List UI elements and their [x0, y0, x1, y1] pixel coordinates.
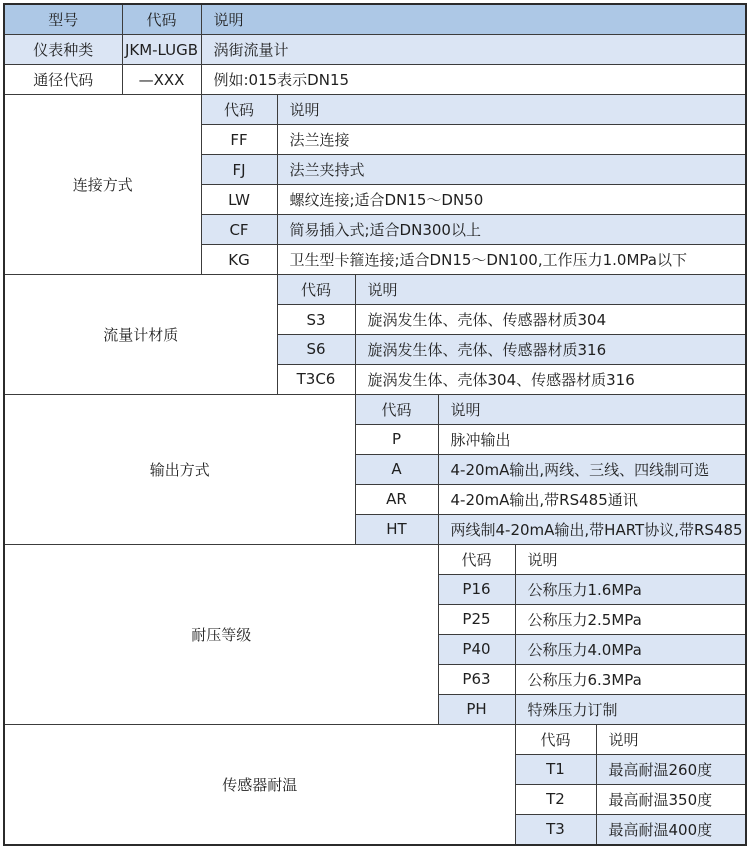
sub-header-desc: 说明: [596, 724, 746, 754]
code-cell: KG: [201, 245, 277, 275]
header-code: 代码: [122, 4, 201, 35]
sub-header-row: [4, 394, 746, 424]
code-cell: T3C6: [277, 364, 355, 394]
code-cell: FJ: [201, 155, 277, 185]
desc-cell: 旋涡发生体、壳体、传感器材质304: [355, 305, 746, 335]
desc-cell: 4-20mA输出,两线、三线、四线制可选: [438, 454, 746, 484]
desc-cell: 公称压力1.6MPa: [515, 574, 746, 604]
code-cell: T1: [515, 754, 596, 784]
desc-cell: 最高耐温350度: [596, 784, 746, 814]
code-cell: FF: [201, 125, 277, 155]
code-cell: P63: [438, 664, 515, 694]
desc-cell: 公称压力2.5MPa: [515, 604, 746, 634]
table-header-row: [4, 4, 746, 35]
desc-cell: 最高耐温260度: [596, 754, 746, 784]
desc-cell: 两线制4-20mA输出,带HART协议,带RS485: [438, 514, 746, 544]
sub-header-desc: 说明: [515, 544, 746, 574]
sub-header-desc: 说明: [438, 394, 746, 424]
desc-cell: 法兰连接: [277, 125, 746, 155]
model-selection-table: [3, 3, 747, 846]
section-label-output-type: 输出方式: [4, 394, 355, 544]
desc-cell: 例如:015表示DN15: [201, 65, 746, 95]
desc-cell: 螺纹连接;适合DN15～DN50: [277, 185, 746, 215]
code-cell: A: [355, 454, 438, 484]
desc-cell: 旋涡发生体、壳体、传感器材质316: [355, 335, 746, 365]
code-cell: S3: [277, 305, 355, 335]
row-label: 仪表种类: [4, 35, 122, 65]
code-cell: —XXX: [122, 65, 201, 95]
sub-header-row: [4, 95, 746, 125]
code-cell: P25: [438, 604, 515, 634]
row-label: 通径代码: [4, 65, 122, 95]
section-label-connection-type: 连接方式: [4, 95, 201, 275]
code-cell: T2: [515, 784, 596, 814]
section-label-material: 流量计材质: [4, 275, 277, 395]
code-cell: P16: [438, 574, 515, 604]
sub-header-code: 代码: [277, 275, 355, 305]
desc-cell: 涡街流量计: [201, 35, 746, 65]
desc-cell: 特殊压力订制: [515, 694, 746, 724]
code-cell: HT: [355, 514, 438, 544]
sub-header-code: 代码: [515, 724, 596, 754]
section-label-pressure-rating: 耐压等级: [4, 544, 438, 724]
code-cell: JKM-LUGB: [122, 35, 201, 65]
desc-cell: 最高耐温400度: [596, 814, 746, 845]
desc-cell: 简易插入式;适合DN300以上: [277, 215, 746, 245]
desc-cell: 4-20mA输出,带RS485通讯: [438, 484, 746, 514]
sub-header-code: 代码: [355, 394, 438, 424]
code-cell: P40: [438, 634, 515, 664]
header-desc: 说明: [201, 4, 746, 35]
desc-cell: 法兰夹持式: [277, 155, 746, 185]
desc-cell: 脉冲输出: [438, 424, 746, 454]
code-cell: P: [355, 424, 438, 454]
desc-cell: 卫生型卡箍连接;适合DN15～DN100,工作压力1.0MPa以下: [277, 245, 746, 275]
sub-header-row: [4, 275, 746, 305]
sub-header-desc: 说明: [277, 95, 746, 125]
sub-header-row: [4, 544, 746, 574]
desc-cell: 旋涡发生体、壳体304、传感器材质316: [355, 364, 746, 394]
table-row: [4, 35, 746, 65]
desc-cell: 公称压力6.3MPa: [515, 664, 746, 694]
sub-header-row: [4, 724, 746, 754]
desc-cell: 公称压力4.0MPa: [515, 634, 746, 664]
code-cell: CF: [201, 215, 277, 245]
sub-header-desc: 说明: [355, 275, 746, 305]
section-label-temperature-rating: 传感器耐温: [4, 724, 515, 845]
sub-header-code: 代码: [438, 544, 515, 574]
table-row: [4, 65, 746, 95]
header-model: 型号: [4, 4, 122, 35]
code-cell: AR: [355, 484, 438, 514]
code-cell: PH: [438, 694, 515, 724]
sub-header-code: 代码: [201, 95, 277, 125]
code-cell: LW: [201, 185, 277, 215]
code-cell: S6: [277, 335, 355, 365]
code-cell: T3: [515, 814, 596, 845]
